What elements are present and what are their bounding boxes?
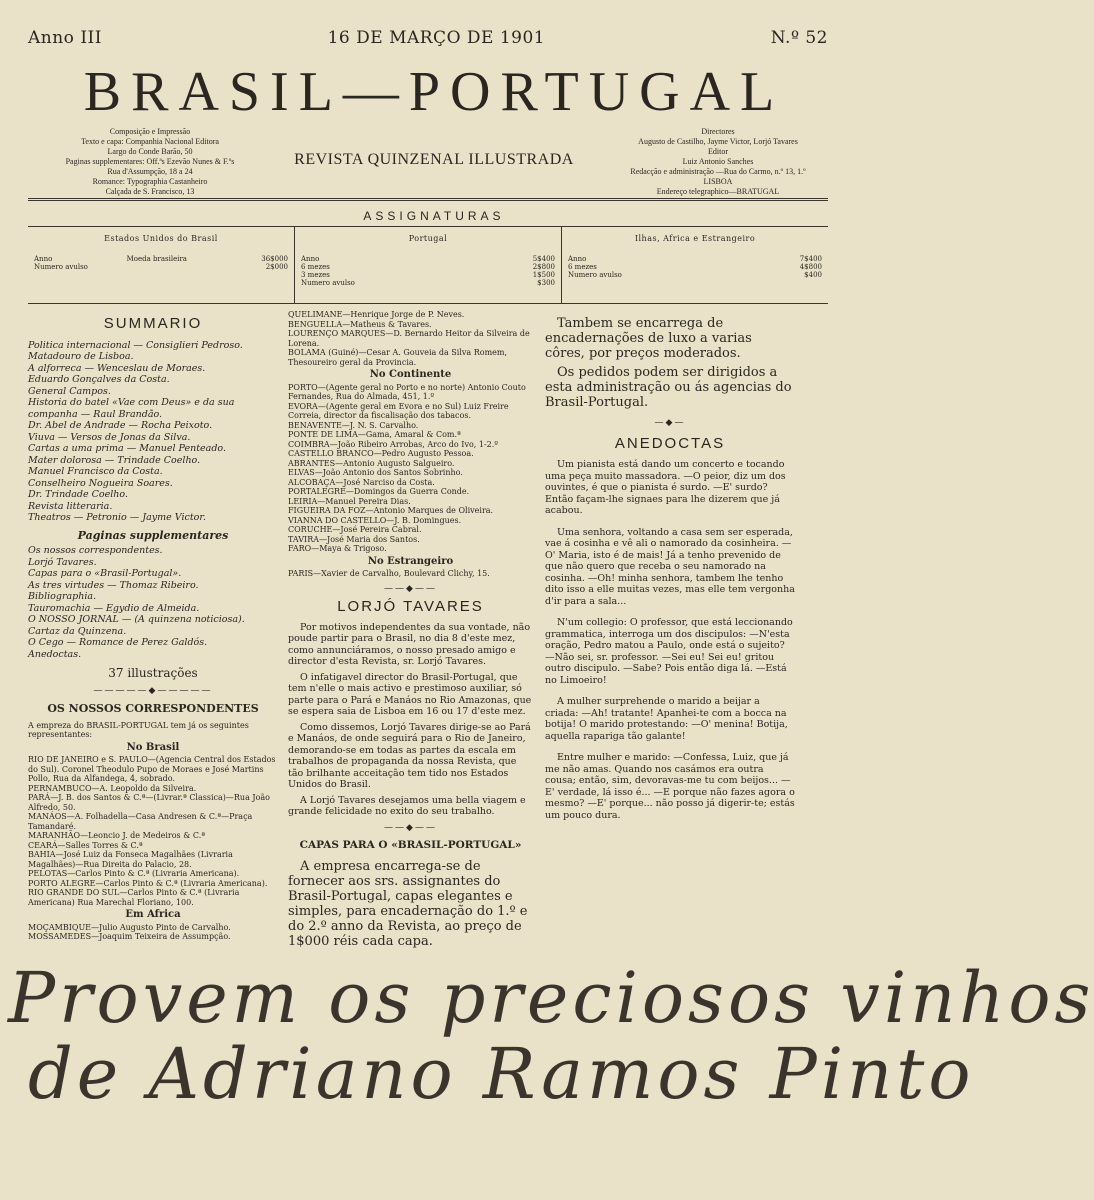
capas-text-3: Os pedidos podem ser dirigidos a esta administração ou ás agencias do Brasil-Portugal.: [545, 365, 792, 410]
estrangeiro-entry: PARIS—Xavier de Carvalho, Boulevard Clichy, 15.: [288, 569, 490, 578]
subscriptions-title: ASSIGNATURAS: [363, 209, 505, 223]
handwritten-advertisement: [8, 957, 1094, 1140]
anedocta: A mulher surprehende o marido a beijar a criada: —Ah! tratante! Apanhei-te com a bocca na botija! O marido protestando: —O' menina! Botija, aquella rapariga tão galante!: [545, 696, 788, 742]
supplement-title: Paginas supplementares: [77, 528, 229, 542]
correspondents-list: A empreza do BRASIL-PORTUGAL tem já os seguintes representantes: No Brasil RIO DE JANEIRO e S. PAULO—(Agencia Central dos Estados do Sul). Coronel Theodulo Pupo de Moraes e José Martins Pollo, Rua da Alfandega, 4, sobrado. PERNAMBUCO—A. Leopoldo da Silveira. PARÁ—J. B. dos Santos & C.ª—(Livrar.ª Classica)—Rua João Alfredo, 50. MANÁOS—A. Folhadella—Casa Andresen & C.ª—Praça Tamandaré. MARANHÃO—Leoncio J. de Medeiros & C.ª CEARÁ—Salles Torres & C.ª BAHIA—José Luiz da Fonseca Magalhães (Livraria Magalhães)—Rua Direita do Palacio, 28. PELOTAS—Carlos Pinto & C.ª (Livraria Americana). PORTO ALEGRE—Carlos Pinto & C.ª (Livraria Americana). RIO GRANDE DO SUL—Carlos Pinto & C.ª (Livraria Americana) Rua Marechal Floriano, 100. Em Africa MOÇAMBIQUE—Julio Augusto Pinto de Carvalho. MOSSAMEDES—Joaquim Teixeira de Assumpção.: [28, 720, 276, 941]
anedocta: Entre mulher e marido: —Confessa, Luiz, que já me não amas. Quando nos casámos era outra cousa; então, sim, devoravas-me tu com beijos... —E' verdade, lá isso é... —E porque não fazes agora o mesmo? —E' porque... não posso já digerir-te; estás um pouco dura.: [545, 752, 795, 821]
ornament: ——◆——: [384, 583, 437, 594]
column-right: [545, 310, 795, 831]
brasil-prices: Estados Unidos do Brasil Anno Moeda brasileira 36$000 Numero avulso 2$000: [28, 227, 295, 303]
column-summary: [28, 310, 278, 942]
capas-text-2: Tambem se encarrega de encadernações de luxo a varias côres, por preços moderados.: [545, 316, 752, 361]
handwritten-line-2: de Adriano Ramos Pinto: [28, 1033, 975, 1115]
anedoctas-title: ANEDOCTAS: [614, 434, 726, 452]
ornament: ——◆——: [384, 822, 437, 833]
portugal-prices: Portugal Anno 5$400 6 mezes 2$800 3 mezes 1$500 Numero avulso $300: [295, 227, 562, 303]
year-label: Anno III: [28, 28, 102, 48]
supplement-list: Os nossos correspondentes. Lorjó Tavares. Capas para o «Brasil-Portugal». As tres virtudes — Thomaz Ribeiro. Bibliographia. Tauromachia — Egydio de Almeida. O NOSSO JORNAL — (A quinzena noticiosa). Cartaz da Quinzena. O Cego — Romance de Perez Galdós. Anedoctas.: [28, 545, 245, 660]
column-middle: [288, 310, 533, 949]
subscriptions-table: [28, 226, 828, 304]
africa-correspondents: QUELIMANE—Henrique Jorge de P. Neves. BENGUELLA—Matheus & Tavares. LOURENÇO MARQUES—D. Bernardo Heitor da Silveira de Lorena. BOLAMA (Guiné)—Cesar A. Gouveia da Silva Romem, Thesoureiro geral da Provincia.: [288, 310, 530, 367]
summary-list: Politica internacional — Consiglieri Pedroso. Matadouro de Lisboa. A alforreca — Wenceslau de Moraes. Eduardo Gonçalves da Costa. General Campos. Historia do batel «Vae com Deus» e da sua companha — Raul Brandão. Dr. Abel de Andrade — Rocha Peixoto. Viuva — Versos de Jonas da Silva. Cartas a uma prima — Manuel Penteado. Mater dolorosa — Trindade Coelho. Manuel Francisco da Costa. Conselheiro Nogueira Soares. Dr. Trindade Coelho. Revista litteraria. Theatros — Petronio — Jayme Victor.: [28, 339, 243, 523]
continente-list: PORTO—(Agente geral no Porto e no norte) Antonio Couto Fernandes, Rua do Almada, 451, 1.º EVORA—(Agente geral em Evora e no Sul) Luiz Freire Correia, director da fiscalisação dos tabacos. BENAVENTE—J. N. S. Carvalho. PONTE DE LIMA—Gama, Amaral & Com.ª COIMBRA—João Ribeiro Arrobas, Arco do Ivo, 1-2.º CASTELLO BRANCO—Pedro Augusto Pessoa. ABRANTES—Antonio Augusto Salgueiro. ELVAS—João Antonio dos Santos Sobrinho. ALCOBAÇA—José Narciso da Costa. PORTALEGRE—Domingos da Guerra Conde. LEIRIA—Manuel Pereira Dias. FIGUEIRA DA FOZ—Antonio Marques de Oliveira. VIANNA DO CASTELLO—J. B. Domingues. CORUCHE—José Pereira Cabral. TAVIRA—José Maria dos Santos. FARO—Maya & Trigoso.: [288, 382, 526, 553]
printing-credits: Composição e Impressão Texto e capa: Companhia Nacional Editora Largo do Conde Barão, 50 Paginas supplementares: Off.ªs Ezevão Nunes & F.ºs Rua d'Assumpção, 18 a 24 Romance: Typographia Castanheiro Calçada de S. Francisco, 13: [65, 127, 235, 196]
directors-credits: Directores Augusto de Castilho, Jayme Victor, Lorjó Tavares Editor Luiz Antonio Sanches Redacção e administração —Rua do Carmo, n.º 13, 1.º LISBOA Endereço telegraphico—BRATUGAL: [630, 127, 806, 196]
capas-text: A empresa encarrega-se de fornecer aos srs. assignantes do Brasil-Portugal, capas elegantes e simples, para encadernação do 1.º e do 2.º anno da Revista, ao preço de 1$000 réis cada capa.: [288, 858, 528, 949]
correspondents-title: OS NOSSOS CORRESPONDENTES: [47, 702, 259, 715]
illustrations-count: 37 illustrações: [108, 666, 198, 680]
anedocta: Uma senhora, voltando a casa sem ser esperada, vae á cosinha e vê ali o namorado da cosinheira. —O' Maria, isto é de mais! Já a tenho prevenido de que não quero que receba o seu namorado na cosinha. —Oh! minha senhora, tambem lhe tenho dito isso a elle muitas vezes, mas elle tem vergonha d'ir para a sala...: [545, 526, 795, 607]
issue-number: N.º 52: [770, 28, 828, 48]
continente-title: No Continente: [369, 369, 452, 380]
ornament: —◆—: [654, 418, 686, 428]
issue-date: 16 DE MARÇO DE 1901: [327, 28, 546, 48]
lorjo-article: Por motivos independentes da sua vontade, não poude partir para o Brasil, no dia 8 d'este mez, como annunciáramos, o nosso presado amigo e director d'esta Revista, sr. Lorjó Tavares. O infatigavel director do Brasil-Portugal, que tem n'elle o mais activo e prestimoso auxiliar, só parte para o Pará e Manáos no Rio Amazonas, que se espera saia de Lisboa em 16 ou 17 d'este mez. Como dissemos, Lorjó Tavares dirige-se ao Pará e Manáos, de onde seguirá para o Rio de Janeiro, demorando-se em todas as partes da escala em trabalhos de propaganda da nossa Revista, que tão brilhante acceitação tem tido nos Estados Unidos do Brasil. A Lorjó Tavares desejamos uma bella viagem e grande felicidade no exito do seu trabalho.: [288, 621, 532, 817]
summary-title: SUMMARIO: [103, 315, 203, 332]
anedoctas-list: [545, 459, 795, 821]
divider: [28, 198, 828, 201]
masthead-title: BRASIL—PORTUGAL: [83, 61, 785, 123]
masthead-subtitle: REVISTA QUINZENAL ILLUSTRADA: [294, 151, 574, 168]
issue-header: [28, 28, 828, 48]
ilhas-prices: Ilhas, Africa e Estrangeiro Anno 7$400 6 mezes 4$800 Numero avulso $400: [568, 234, 822, 279]
anedocta: Um pianista está dando um concerto e tocando uma peça muito massadora. —O peior, diz um dos ouvintes, é que o pianista é surdo. —E' surdo? Então façam-lhe signaes para lhe dizerem que já acabou.: [545, 459, 786, 516]
handwritten-line-1: Provem os preciosos vinhos: [8, 957, 1094, 1039]
ornament: —————◆—————: [93, 685, 213, 696]
lorjo-title: LORJÓ TAVARES: [337, 598, 484, 615]
anedocta: N'um collegio: O professor, que está leccionando grammatica, interroga um dos discipulos: —N'esta oração, Pedro matou a Paulo, onde está o sujeito? —Não sei, sr. professor. —Sei eu! Sei eu! gritou outro discipulo. —Sabe? Pois então diga lá. —Está no Limoeiro!: [545, 617, 793, 686]
estrangeiro-title: No Estrangeiro: [367, 555, 454, 567]
capas-title: CAPAS PARA O «BRASIL-PORTUGAL»: [299, 839, 522, 851]
